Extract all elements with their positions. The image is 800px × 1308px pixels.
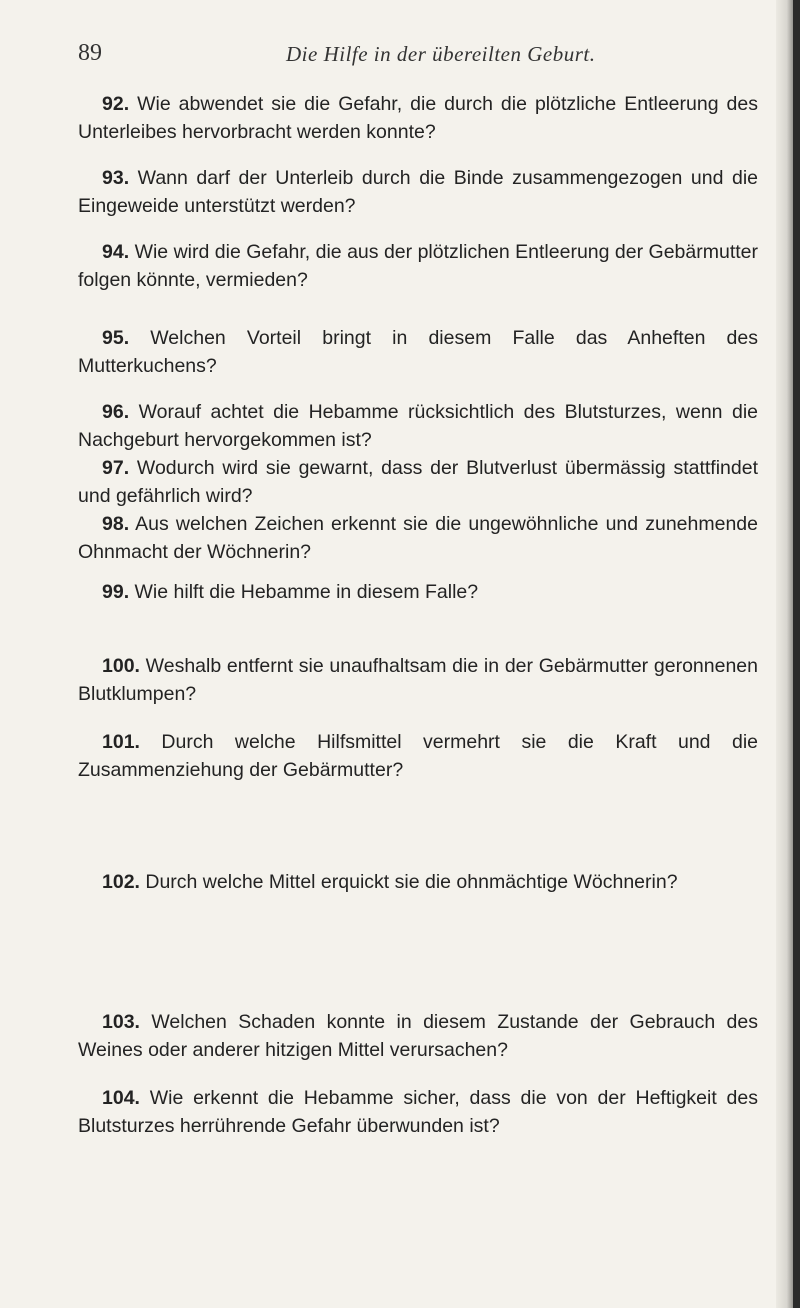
- question-number: 99.: [102, 581, 130, 603]
- question-number: 92.: [102, 93, 130, 115]
- question-96: [78, 398, 758, 454]
- question-text: Welchen Schaden konnte in diesem Zustande der Gebrauch des Weines oder anderer hitzigen Mittel verursachen?: [78, 1011, 758, 1061]
- question-101: [78, 728, 758, 784]
- question-100: [78, 652, 758, 708]
- question-text: Worauf achtet die Hebamme rücksichtlich des Blutsturzes, wenn die Nachgeburt hervorgekommen ist?: [78, 401, 759, 451]
- question-text: Aus welchen Zeichen erkennt sie die ungewöhnliche und zunehmende Ohnmacht der Wöchnerin?: [78, 513, 758, 563]
- question-number: 102.: [102, 871, 140, 893]
- question-93: [78, 164, 758, 220]
- question-text: Durch welche Mittel erquickt sie die ohnmächtige Wöchnerin?: [145, 871, 678, 893]
- question-103: [78, 1008, 758, 1064]
- question-text: Durch welche Hilfsmittel vermehrt sie die Kraft und die Zusammenziehung der Gebärmutter?: [78, 731, 758, 781]
- page-binding-edge: [793, 0, 800, 1308]
- running-title: Die Hilfe in der übereilten Geburt.: [286, 42, 596, 66]
- question-text: Welchen Vorteil bringt in diesem Falle das Anheften des Mutterkuchens?: [78, 327, 758, 377]
- question-97: [78, 454, 758, 510]
- question-number: 94.: [102, 241, 130, 263]
- question-text: Wie hilft die Hebamme in diesem Falle?: [134, 581, 479, 603]
- question-number: 97.: [102, 457, 130, 479]
- question-text: Weshalb entfernt sie unaufhaltsam die in der Gebärmutter geronnenen Blutklumpen?: [78, 655, 758, 705]
- page-header: [78, 40, 758, 76]
- question-text: Wie wird die Gefahr, die aus der plötzlichen Entleerung der Gebärmutter folgen könnte, vermieden?: [78, 241, 758, 291]
- question-number: 93.: [102, 167, 130, 189]
- question-text: Wodurch wird sie gewarnt, dass der Blutverlust übermässig stattfindet und gefährlich wird?: [78, 457, 758, 507]
- question-number: 101.: [102, 731, 140, 753]
- question-102: [78, 868, 758, 896]
- question-99: [78, 578, 758, 606]
- question-text: Wie abwendet sie die Gefahr, die durch die plötzliche Entleerung des Unterleibes hervorbracht werden konnte?: [78, 93, 758, 143]
- question-text: Wann darf der Unterleib durch die Binde zusammengezogen und die Eingeweide unterstützt werden?: [78, 167, 758, 217]
- question-92: [78, 90, 758, 146]
- question-104: [78, 1084, 758, 1140]
- question-number: 103.: [102, 1011, 140, 1033]
- question-95: [78, 324, 758, 380]
- question-number: 96.: [102, 401, 130, 423]
- page-number: 89: [78, 40, 102, 66]
- question-number: 98.: [102, 513, 130, 535]
- question-number: 104.: [102, 1087, 140, 1109]
- question-98: [78, 510, 758, 566]
- question-number: 95.: [102, 327, 130, 349]
- question-number: 100.: [102, 655, 140, 677]
- question-94: [78, 238, 758, 294]
- question-text: Wie erkennt die Hebamme sicher, dass die von der Heftigkeit des Blutsturzes herrührende Gefahr überwunden ist?: [78, 1087, 758, 1137]
